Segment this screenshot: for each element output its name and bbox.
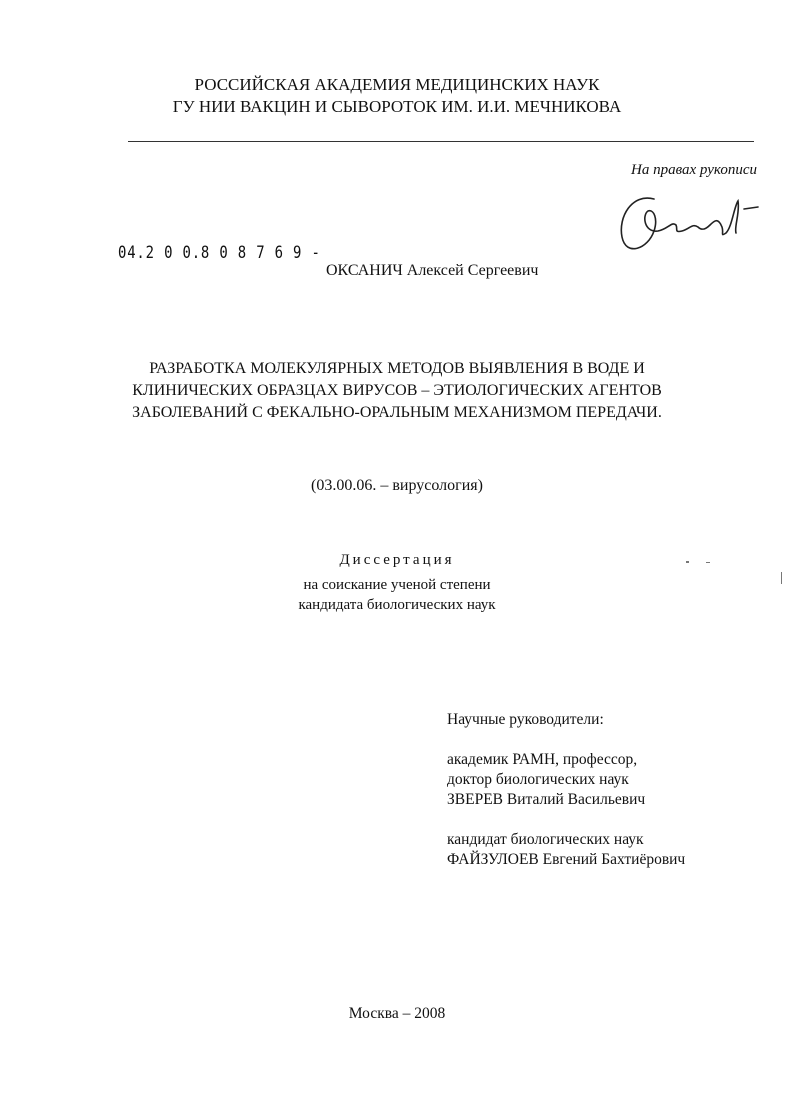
dissertation-type: Диссертация — [339, 552, 455, 568]
catalog-number: 04.2 0 0.8 0 8 7 6 9 - — [118, 243, 321, 263]
city-year: Москва – 2008 — [348, 1005, 446, 1022]
specialty-code: (03.00.06. – вирусология) — [311, 477, 483, 494]
institute-name: ГУ НИИ ВАКЦИН И СЫВОРОТОК ИМ. И.И. МЕЧНИКОВА — [172, 97, 622, 116]
header-divider — [128, 141, 754, 142]
manuscript-note: На правах рукописи — [631, 162, 757, 178]
supervisor-1-name: ЗВЕРЕВ Виталий Васильевич — [447, 791, 646, 808]
degree-line-2: кандидата биологических наук — [298, 597, 496, 613]
degree-line-1: на соискание ученой степени — [303, 577, 491, 593]
supervisors-block — [447, 710, 685, 870]
supervisor-2-title: кандидат биологических наук — [447, 831, 644, 848]
supervisor-1-title-2: доктор биологических наук — [447, 771, 629, 788]
supervisor-2-name: ФАЙЗУЛОЕВ Евгений Бахтиёрович — [447, 851, 686, 868]
title-line-2: КЛИНИЧЕСКИХ ОБРАЗЦАХ ВИРУСОВ – ЭТИОЛОГИЧЕСКИХ АГЕНТОВ — [132, 382, 662, 399]
dissertation-title — [0, 358, 794, 424]
degree-purpose — [0, 575, 794, 615]
institution-header — [0, 74, 794, 118]
supervisor-1-title-1: академик РАМН, профессор, — [447, 751, 638, 768]
academy-name: РОССИЙСКАЯ АКАДЕМИЯ МЕДИЦИНСКИХ НАУК — [194, 75, 600, 94]
title-line-3: ЗАБОЛЕВАНИЙ С ФЕКАЛЬНО-ОРАЛЬНЫМ МЕХАНИЗМОМ ПЕРЕДАЧИ. — [132, 404, 662, 421]
title-line-1: РАЗРАБОТКА МОЛЕКУЛЯРНЫХ МЕТОДОВ ВЫЯВЛЕНИЯ В ВОДЕ И — [149, 360, 645, 377]
scan-speck — [686, 561, 689, 563]
author-name: ОКСАНИЧ Алексей Сергеевич — [326, 262, 539, 279]
scan-speck — [781, 572, 782, 584]
signature-image — [614, 187, 764, 259]
supervisors-heading: Научные руководители: — [447, 711, 604, 728]
scan-speck — [706, 562, 710, 563]
